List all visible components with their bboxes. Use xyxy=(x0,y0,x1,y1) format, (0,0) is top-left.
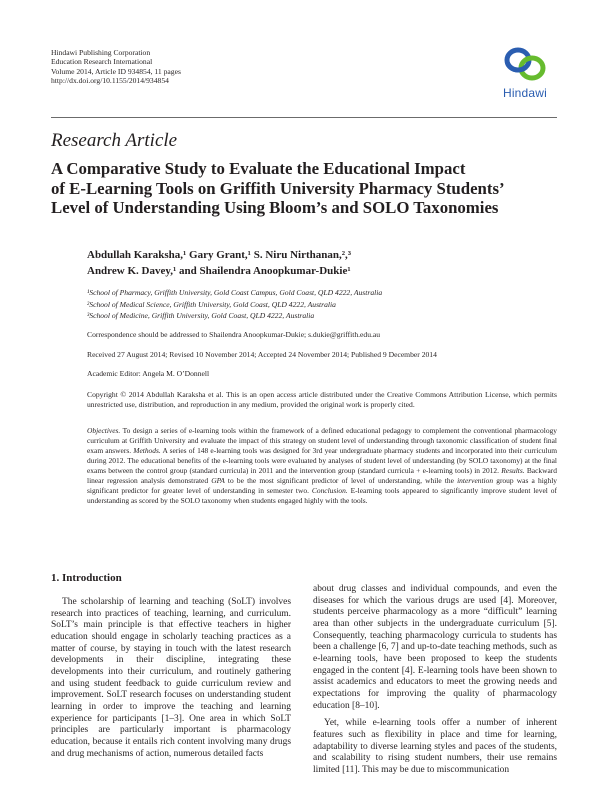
body-paragraph: about drug classes and individual compounds, and even the diseases for which the various drugs are used [4]. Moreover, students perceive pharmacology as a more “difficult” learning area than other subjects in the undergraduate curriculum [5]. Consequently, teaching pharmacology curricula to students has been a challenge [6, 7] and up-to-date teaching methods, such as e-learning tools, have been proposed to keep the students engaged in the content [4]. E-learning tools have been shown to assist academics and educators to meet the growing needs and expectations for improving the quality of pharmacology education [8–10]. xyxy=(313,584,557,711)
author-list xyxy=(87,247,547,279)
volume-info: Volume 2014, Article ID 934854, 11 pages xyxy=(51,66,181,76)
header-divider xyxy=(51,117,557,118)
article-title xyxy=(51,159,571,218)
title-line: A Comparative Study to Evaluate the Educational Impact xyxy=(51,159,466,178)
affiliation: ¹School of Pharmacy, Griffith University, Gold Coast Campus, Gold Coast, QLD 4222, Australia xyxy=(87,288,383,297)
body-right-column xyxy=(313,584,557,777)
copyright-notice: Copyright © 2014 Abdullah Karaksha et al. This is an open access article distributed under the Creative Commons Attribution License, which permits unrestricted use, distribution, and reproduction in any medium, provided the original work is properly cited. xyxy=(87,390,557,410)
abstract-objectives-label: Objectives. xyxy=(87,426,121,435)
journal-name: Education Research International xyxy=(51,57,153,67)
title-line: of E-Learning Tools on Griffith University Pharmacy Students’ xyxy=(51,178,505,198)
author-line: Abdullah Karaksha,¹ Gary Grant,¹ S. Niru Nirthanan,²,³ xyxy=(87,249,352,261)
affiliation: ²School of Medical Science, Griffith University, Gold Coast, QLD 4222, Australia xyxy=(87,299,336,309)
article-dates: Received 27 August 2014; Revised 10 November 2014; Accepted 24 November 2014; Published 9 December 2014 xyxy=(87,350,437,359)
abstract-methods-label: Methods. xyxy=(133,446,161,456)
article-type: Research Article xyxy=(51,130,178,151)
abstract xyxy=(87,426,557,506)
abstract-intervention: intervention xyxy=(457,476,494,486)
affiliation: ³School of Medicine, Griffith University, Gold Coast, QLD 4222, Australia xyxy=(87,311,315,320)
section-heading-introduction: 1. Introduction xyxy=(51,572,122,584)
hindawi-logo-text: Hindawi xyxy=(502,86,548,100)
abstract-gpa: GPA xyxy=(211,476,225,486)
body-paragraph: The scholarship of learning and teaching (SoLT) involves research into practices of teaching, learning, and curriculum. SoLT’s main principle is that effective teachers in higher education should engage in scholarly teaching practices as a matter of course, by staying in touch with the latest research developments in their discipline, integrating these developments into their curriculum, and routinely gathering and using student feedback to guide curriculum review and improvement. SoLT research focuses on understanding student learning in order to improve the teaching and learning experience for participants [1–3]. One area in which SoLT principles are particularly important is pharmacology education, because it entails rich content involving many drugs and drug mechanisms of action, numerous detailed facts xyxy=(51,597,291,759)
abstract-results: Backward linear regression analysis demonstrated xyxy=(87,466,557,486)
abstract-methods: A series of 148 e-learning tools was designed for 3rd year undergraduate pharmacy students and incorporated into their curriculum during 2012. The educational benefits of the e-learning tools were evaluated by analyses of student level of understanding (by SOLO taxonomy) at the final exams between the control group (standard curricula) in 2011 and the intervention group (standard curricula + e-learning tools) in 2012. xyxy=(87,446,557,476)
title-line: Level of Understanding Using Bloom’s and SOLO Taxonomies xyxy=(51,198,499,218)
hindawi-logo xyxy=(496,46,556,106)
body-paragraph: Yet, while e-learning tools offer a number of inherent features such as flexibility in place and time for learning, adaptability to diverse learning styles and paces of the students, and scalability to rising student numbers, their use remains limited [11]. This may be due to miscommunication xyxy=(313,718,557,775)
abstract-objectives: To design a series of e-learning tools within the framework of a defined educational pedagogy to complement the conventional pharmacology curriculum at Griffith University and evaluate the impact of this strategy on student level of understanding through taxonomic classification of student final exam answers. xyxy=(87,426,557,456)
abstract-results: to be the most significant predictor of level of understanding, while the xyxy=(224,476,458,486)
doi-link[interactable]: http://dx.doi.org/10.1155/2014/934854 xyxy=(51,76,169,86)
abstract-conclusion-label: Conclusion. xyxy=(311,486,348,496)
author-line: Andrew K. Davey,¹ and Shailendra Anoopkumar-Dukie¹ xyxy=(87,265,351,277)
journal-info xyxy=(51,48,181,86)
abstract-results: group was a highly significant predictor for greater level of understanding in semester two. xyxy=(87,476,557,496)
hindawi-logo-icon xyxy=(502,46,548,86)
affiliations xyxy=(87,287,382,322)
academic-editor: Academic Editor: Angela M. O’Donnell xyxy=(87,369,210,378)
publisher-name: Hindawi Publishing Corporation xyxy=(51,48,151,57)
correspondence: Correspondence should be addressed to Shailendra Anoopkumar-Dukie; s.dukie@griffith.edu.au xyxy=(87,330,381,339)
abstract-conclusion: E-learning tools appeared to significantly improve student level of understanding as scored by the SOLO taxonomy when students engaged highly with the tools. xyxy=(87,486,557,506)
abstract-results-label: Results. xyxy=(501,466,525,476)
body-left-column xyxy=(51,572,291,760)
